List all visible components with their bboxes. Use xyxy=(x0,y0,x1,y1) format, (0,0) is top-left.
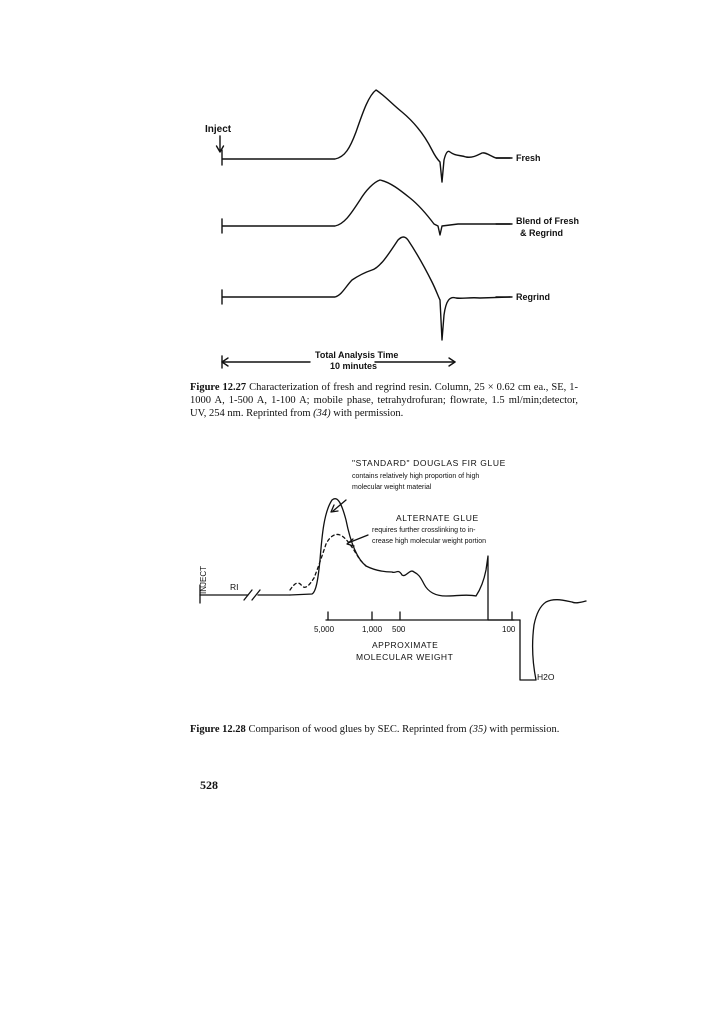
time-label-line1: Total Analysis Time xyxy=(315,350,399,360)
caption-tail: with permission. xyxy=(330,408,404,419)
standard-label-line1: "STANDARD" DOUGLAS FIR GLUE xyxy=(352,458,506,468)
caption-tail: with permission. xyxy=(486,724,560,735)
h2o-label: H2O xyxy=(537,672,555,682)
standard-label-line3: molecular weight material xyxy=(352,484,432,491)
alternate-label-line1: ALTERNATE GLUE xyxy=(396,513,479,523)
alternate-label-line2: requires further crosslinking to in- xyxy=(372,527,476,534)
regrind-label: Regrind xyxy=(516,292,551,302)
mw-tick-100: 100 xyxy=(502,625,516,634)
blend-label-line2: & Regrind xyxy=(520,228,564,238)
inject-label: INJECT xyxy=(199,566,208,594)
standard-label-line2: contains relatively high proportion of high xyxy=(352,473,480,480)
caption-label: Figure 12.28 xyxy=(190,724,246,735)
blend-label-line1: Blend of Fresh xyxy=(516,216,580,226)
h2o-dip xyxy=(520,600,586,680)
caption-text: Characterization of fresh and regrind resin. Column, 25 × 0.62 cm ea., SE, 1-1000 A, 1-500 A, 1-100 A; mobile phase, tetrahydrofuran; flowrate, 1.5 ml/min;detector, UV, 254 nm. Reprinted from xyxy=(190,382,578,419)
mw-tick-5000: 5,000 xyxy=(314,625,335,634)
time-label-line2: 10 minutes xyxy=(330,361,378,371)
alternate-glue-trace xyxy=(290,534,366,590)
axis-label-line2: MOLECULAR WEIGHT xyxy=(356,652,454,662)
page-number: 528 xyxy=(200,778,218,792)
caption-label: Figure 12.27 xyxy=(190,382,247,393)
caption-ref: (34) xyxy=(313,408,331,419)
caption-text: Comparison of wood glues by SEC. Reprinted from xyxy=(245,724,470,735)
fresh-label: Fresh xyxy=(516,153,541,163)
figure-12-28-caption xyxy=(190,723,590,736)
axis-label-line1: APPROXIMATE xyxy=(372,640,439,650)
caption-ref: (35) xyxy=(469,724,487,735)
alternate-label-line3: crease high molecular weight portion xyxy=(372,538,487,545)
mw-tick-1000: 1,000 xyxy=(362,625,383,634)
inject-label: Inject xyxy=(205,124,232,135)
mw-tick-500: 500 xyxy=(392,625,406,634)
ri-label: RI xyxy=(230,582,239,592)
